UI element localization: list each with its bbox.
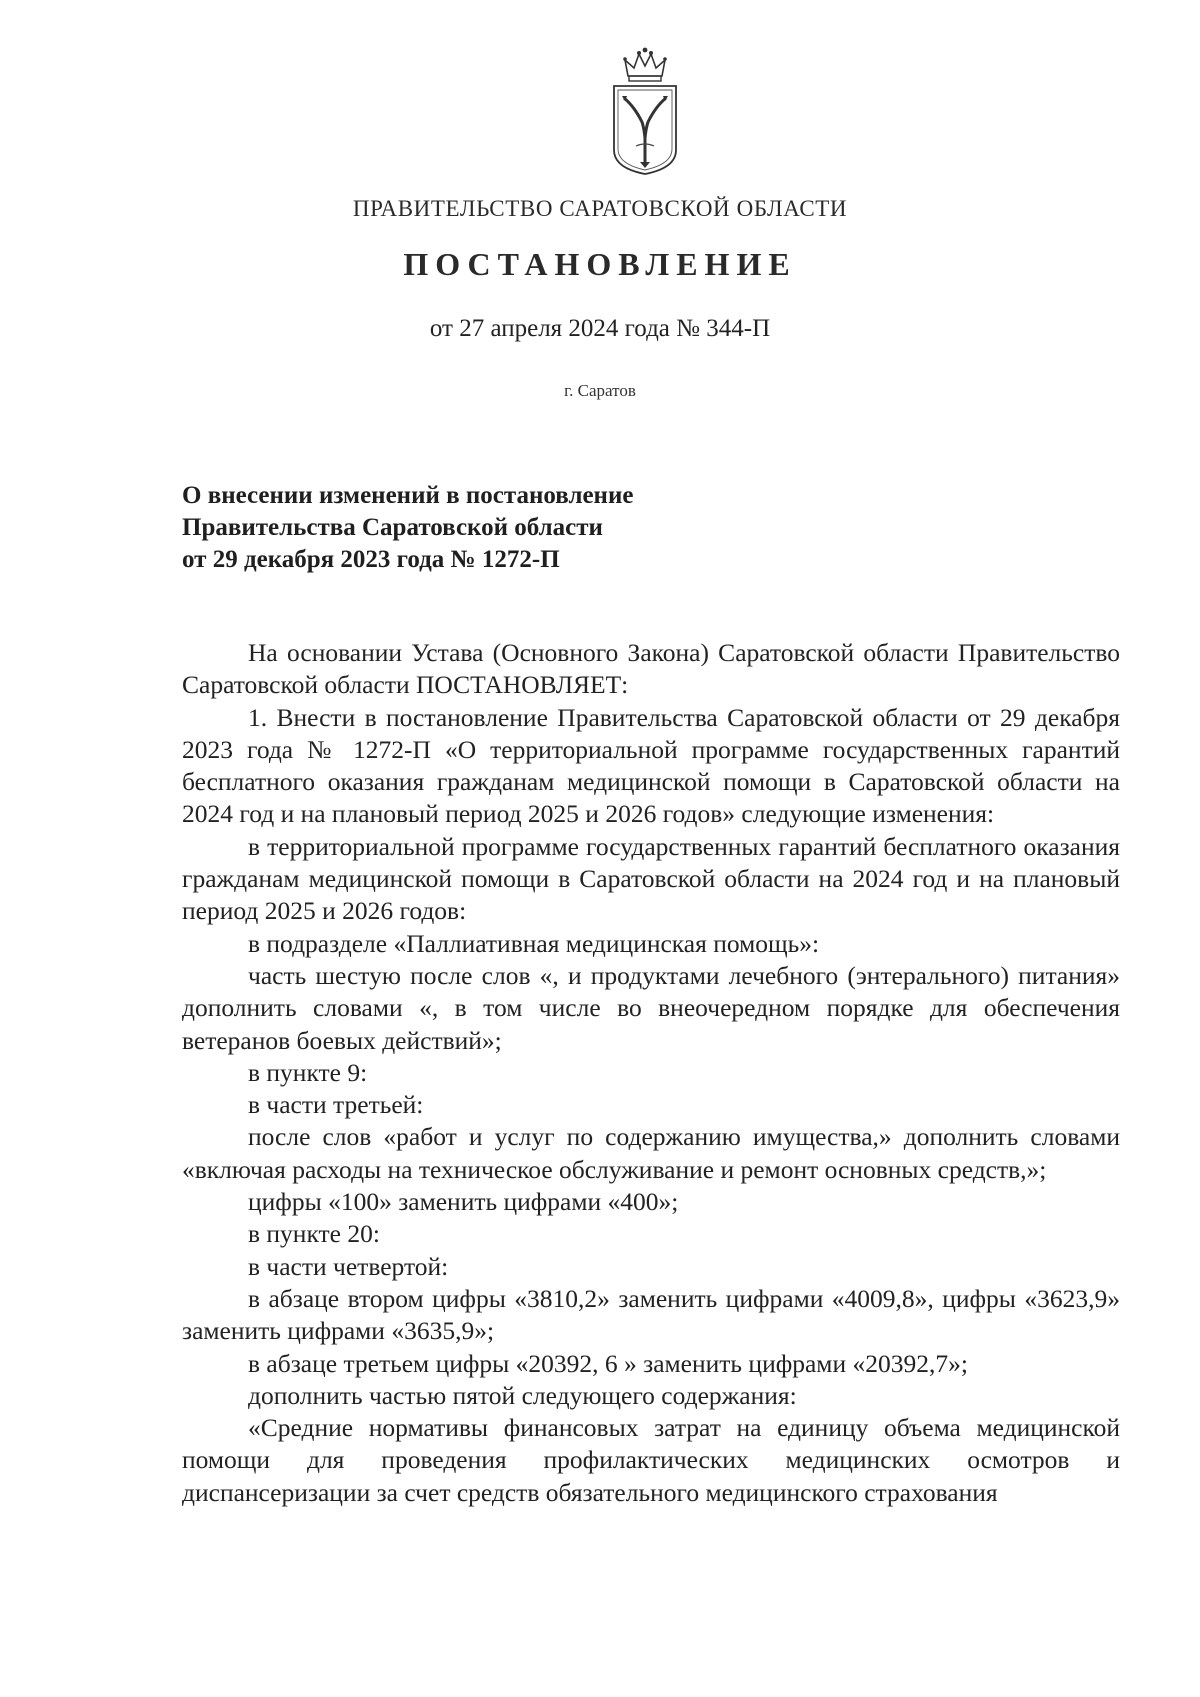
body-paragraph: после слов «работ и услуг по содержанию имущества,» дополнить словами «включая расходы на техническое обслуживание и ремонт основных средств,»; — [182, 1122, 1120, 1184]
body-paragraph: часть шестую после слов «, и продуктами лечебного (энтерального) питания» дополнить словами «, в том числе во внеочередном порядке для обеспечения ветеранов боевых действий»; — [182, 960, 1120, 1055]
body-paragraph: дополнить частью пятой следующего содержания: — [248, 1380, 797, 1410]
document-title-line: Правительства Саратовской области — [182, 514, 603, 541]
document-title-line: от 29 декабря 2023 года № 1272-П — [182, 546, 560, 573]
document-body — [182, 637, 1120, 1509]
body-paragraph: в абзаце втором цифры «3810,2» заменить цифрами «4009,8», цифры «3623,9» заменить цифрами «3635,9»; — [182, 1283, 1120, 1346]
document-title-line: О внесении изменений в постановление — [182, 482, 634, 509]
document-city: г. Саратов — [564, 381, 636, 400]
document-title — [182, 480, 882, 576]
document-type-heading: ПОСТАНОВЛЕНИЕ — [403, 246, 797, 282]
government-name: ПРАВИТЕЛЬСТВО САРАТОВСКОЙ ОБЛАСТИ — [352, 196, 848, 221]
document-date-number: от 27 апреля 2024 года № 344-П — [429, 315, 771, 342]
body-paragraph: в абзаце третьем цифры «20392, 6 » заменить цифрами «20392,7»; — [248, 1348, 968, 1378]
body-paragraph: 1. Внести в постановление Правительства Саратовской области от 29 декабря 2023 года № 1272-П «О территориальной программе государственных гарантий бесплатного оказания гражданам медицинской помощи в Саратовской области на 2024 год и на плановый период 2025 и 2026 годов» следующие изменения: — [182, 702, 1120, 829]
body-paragraph: цифры «100» заменить цифрами «400»; — [248, 1187, 679, 1217]
body-paragraph: в территориальной программе государственных гарантий бесплатного оказания гражданам медицинской помощи в Саратовской области на 2024 год и на плановый период 2025 и 2026 годов: — [182, 831, 1120, 926]
body-paragraph: «Средние нормативы финансовых затрат на единицу объема медицинской помощи для проведения профилактических медицинских осмотров и диспансеризации за счет средств обязательного медицинского страхования — [182, 1413, 1120, 1507]
body-paragraph: На основании Устава (Основного Закона) Саратовской области Правительство Саратовской области ПОСТАНОВЛЯЕТ: — [182, 638, 1120, 700]
body-paragraph: в части третьей: — [248, 1090, 424, 1120]
body-paragraph: в пункте 9: — [248, 1057, 368, 1087]
body-paragraph: в подразделе «Паллиативная медицинская помощь»: — [248, 928, 820, 958]
body-paragraph: в пункте 20: — [248, 1219, 380, 1249]
body-paragraph: в части четвертой: — [248, 1251, 449, 1281]
coat-of-arms-icon — [608, 46, 682, 176]
